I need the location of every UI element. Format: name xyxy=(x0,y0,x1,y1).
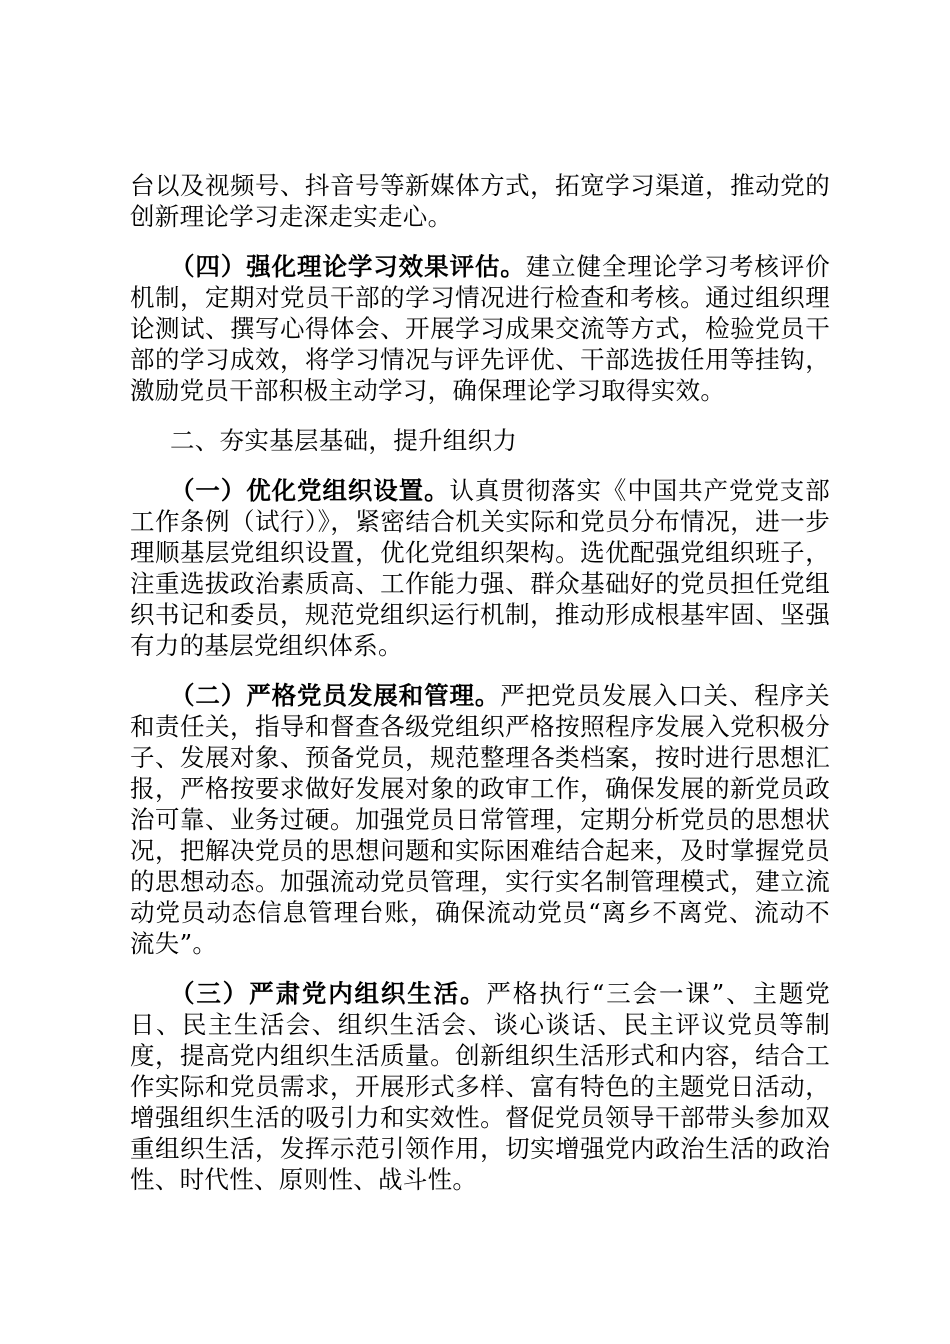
continuation-paragraph: 台以及视频号、抖音号等新媒体方式，拓宽学习渠道，推动党的创新理论学习走深走实走心。 xyxy=(130,171,830,231)
section-2-heading: 二、夯实基层基础，提升组织力 xyxy=(170,426,518,455)
section-2-2-lead: （二）严格党员发展和管理。 xyxy=(170,681,501,710)
section-2-1-body: 认真贯彻落实《中国共产党党支部工作条例（试行）》，紧密结合机关实际和党员分布情况，进一步理顺基层党组织设置，优化党组织架构。选优配强党组织班子，注重选拔政治素质高、工作能力强、群众基础好的党员担任党组织书记和委员，规范党组织运行机制，推动形成根基牢固、坚强有力的基层党组织体系。 xyxy=(130,476,830,660)
section-1-4-paragraph xyxy=(130,251,830,406)
document-body xyxy=(130,170,830,1214)
section-2-3-paragraph xyxy=(130,978,830,1195)
section-1-4-body: 建立健全理论学习考核评价机制，定期对党员干部的学习情况进行检查和考核。通过组织理论测试、撰写心得体会、开展学习成果交流等方式，检验党员干部的学习成效，将学习情况与评先评优、干部选拔任用等挂钩，激励党员干部积极主动学习，确保理论学习取得实效。 xyxy=(130,252,830,405)
section-2-2-body: 严把党员发展入口关、程序关和责任关，指导和督查各级党组织严格按照程序发展入党积极分子、发展对象、预备党员，规范整理各类档案，按时进行思想汇报，严格按要求做好发展对象的政审工作，确保发展的新党员政治可靠、业务过硬。加强党员日常管理，定期分析党员的思想状况，把解决党员的思想问题和实际困难结合起来，及时掌握党员的思想动态。加强流动党员管理，实行实名制管理模式，建立流动党员动态信息管理台账，确保流动党员“离乡不离党、流动不流失”。 xyxy=(130,681,830,958)
section-2-2-paragraph xyxy=(130,680,830,959)
section-2-3-lead: （三）严肃党内组织生活。 xyxy=(170,979,487,1008)
section-1-4-lead: （四）强化理论学习效果评估。 xyxy=(170,252,526,281)
section-2-3-body: 严格执行“三会一课”、主题党日、民主生活会、组织生活会、谈心谈话、民主评议党员等制度，提高党内组织生活质量。创新组织生活形式和内容，结合工作实际和党员需求，开展形式多样、富有特色的主题党日活动，增强组织生活的吸引力和实效性。督促党员领导干部带头参加双重组织生活，发挥示范引领作用，切实增强党内政治生活的政治性、时代性、原则性、战斗性。 xyxy=(130,979,830,1194)
section-2-1-paragraph xyxy=(130,475,830,661)
section-2-1-lead: （一）优化党组织设置。 xyxy=(170,476,450,505)
